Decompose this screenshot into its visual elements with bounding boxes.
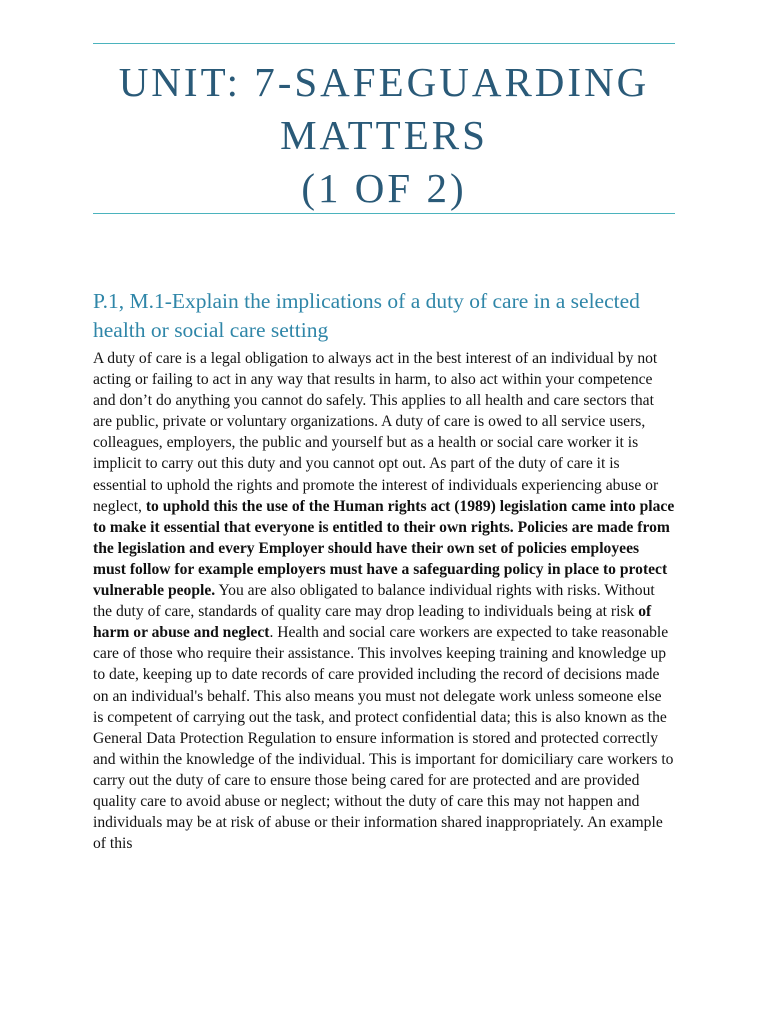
- body-bold-segment-1: to uphold this the use of the Human rights act (1989) legislation came into place to make it essential that everyone is entitled to their own rights. Policies are made from the legislation and every Employer should have their own set of policies employees must follow for example employers must have a safeguarding policy in place to protect vulnerable people.: [93, 497, 675, 600]
- title-bottom-rule: [93, 213, 675, 214]
- title-line-1: UNIT: 7-SAFEGUARDING: [118, 59, 650, 105]
- title-top-rule: [93, 43, 675, 44]
- body-text-segment-3: . Health and social care workers are expected to take reasonable care of those who require their assistance. This involves keeping training and knowledge up to date, keeping up to date records of care provided including the record of decisions made on an individual's behalf. This also means you must not delegate work unless someone else is competent of carrying out the task, and protect confidential data; this is also known as the General Data Protection Regulation to ensure information is stored and protected correctly and within the knowledge of the individual. This is important for domiciliary care workers to carry out the duty of care to ensure those being cared for are protected and are provided quality care to avoid abuse or neglect; without the duty of care this may not happen and individuals may be at risk of abuse or their information shared inappropriately. An example of this: [93, 624, 674, 853]
- body-bold-segment-2: of harm or abuse and neglect: [93, 603, 652, 642]
- title-line-2: MATTERS: [280, 112, 488, 158]
- body-text-segment-2: You are also obligated to balance individual rights with risks. Without the duty of care, standards of quality care may drop leading to individuals being at risk: [93, 582, 655, 621]
- body-paragraph: [93, 348, 675, 854]
- section-heading: P.1, M.1-Explain the implications of a duty of care in a selected health or social care setting: [93, 289, 640, 342]
- body-text-segment-1: A duty of care is a legal obligation to always act in the best interest of an individual by not acting or failing to act in any way that results in harm, to also act within your competence and don’t do anything you cannot do safely. This applies to all health and care sectors that are public, private or voluntary organizations. A duty of care is owed to all service users, colleagues, employers, the public and yourself but as a health or social care worker it is implicit to carry out this duty and you cannot opt out. As part of the duty of care it is essential to uphold the rights and promote the interest of individuals experiencing abuse or neglect,: [93, 350, 659, 515]
- document-title: [93, 56, 675, 215]
- title-line-3: (1 OF 2): [301, 165, 467, 211]
